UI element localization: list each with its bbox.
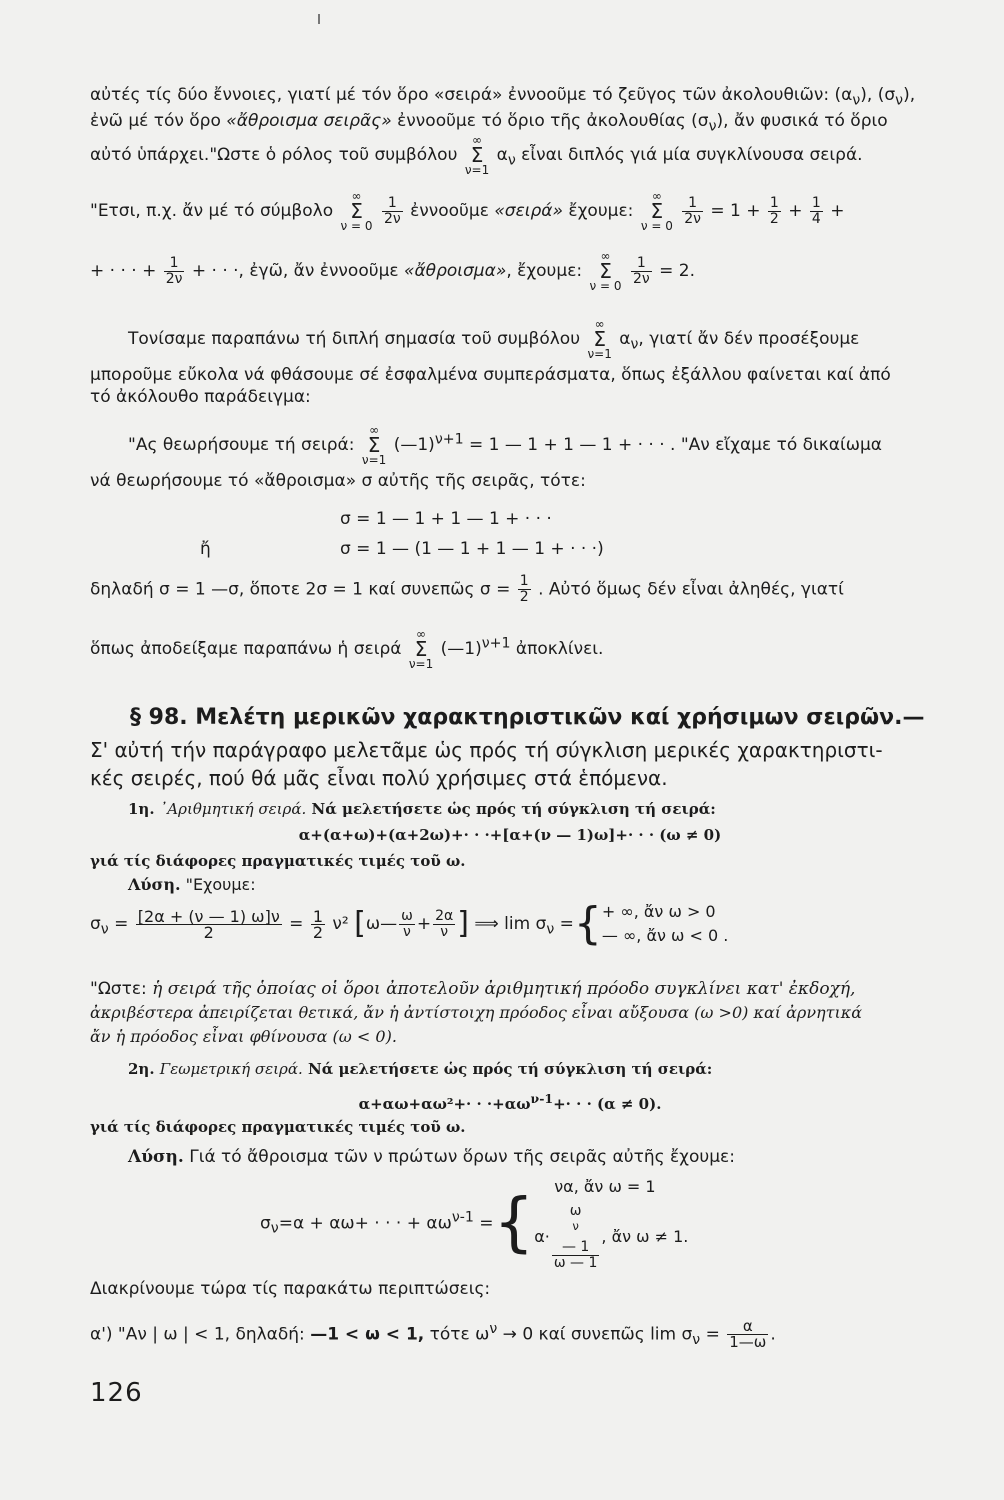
text-line: Σ' αὐτή τήν παράγραφο μελετᾶμε ὡς πρός τή σύγκλιση μερικές χαρακτηριστι- bbox=[90, 738, 883, 762]
text: αὐτές τίς δύο ἔννοιες, γιατί μέ τόν ὅρο «σειρά» ἐννοοῦμε τό ζεῦγος τῶν ἀκολουθιῶν: (α bbox=[90, 85, 853, 105]
text-line: μποροῦμε εὔκολα νά φθάσουμε σέ ἐσφαλμένα συμπεράσματα, ὅπως ἐξάλλου φαίνεται καί ἀπό bbox=[90, 365, 891, 385]
sum-symbol: ∞ Σ ν=1 bbox=[361, 423, 387, 467]
text: αὐτό ὑπάρχει."Ωστε ὁ ρόλος τοῦ συμβόλου bbox=[90, 145, 458, 165]
text-line: "Ωστε: ἡ σειρά τῆς ὁποίας οἱ ὅροι ἀποτελοῦν ἀριθμητική πρόοδο συγκλίνει κατ' ἐκδοχή, bbox=[90, 979, 856, 999]
text: (—1) bbox=[440, 639, 482, 659]
text: ἀποκλίνει. bbox=[510, 639, 604, 659]
sub: ν bbox=[895, 92, 904, 109]
problem-title: 1η. ᾿Αριθμητική σειρά. Νά μελετήσετε ὡς πρός τή σύγκλιση τή σειρά: bbox=[128, 800, 716, 818]
fraction: $\frac{1}{2}$ bbox=[769, 194, 779, 227]
text: α bbox=[496, 145, 508, 165]
fraction: $\frac{1}{2\nu}$ bbox=[165, 254, 183, 287]
text-line bbox=[90, 318, 950, 360]
text: "Ετσι, π.χ. ἄν μέ τό σύμβολο bbox=[90, 201, 334, 221]
sub: ν bbox=[507, 152, 516, 169]
text: ), (σ bbox=[860, 85, 896, 105]
series-formula: $\alpha+\alpha\omega+\alpha\omega^2+\cdot \cdot \cdot+\alpha\omega^{\nu-1}+\cdot$ · · (α ≠ 0). bbox=[358, 1091, 662, 1113]
text: ἐννοοῦμε τό ὅριο τῆς ἀκολουθίας (σ bbox=[391, 111, 709, 131]
sub: ν bbox=[708, 118, 717, 135]
text: , ἔχουμε: bbox=[506, 261, 583, 281]
sum-symbol: ∞ Σ ν = 0 bbox=[589, 249, 622, 293]
text-line bbox=[90, 250, 950, 292]
text-line bbox=[90, 190, 950, 232]
equation: $\sigma_\nu=\alpha + \alpha\omega+$ · · · + $\alpha\omega^{\nu-1}$ ={ να, ἄν ω = 1 α· ω $^\nu$ — 1 ω — 1 , ἄν ω ≠ 1. bbox=[260, 1177, 689, 1271]
text: + bbox=[788, 201, 803, 221]
text: , γιατί ἄν δέν προσέξουμε bbox=[638, 329, 860, 349]
text-line: α') "Αν | ω | < 1, δηλαδή: —1 < ω < 1, τότε $\omega^\nu \to 0$ καί συνεπῶς $\lim \sigma_\nu$ = $\frac{\alpha}{1—\omega}$ . bbox=[90, 1317, 776, 1352]
text: ἤ bbox=[200, 539, 211, 559]
text: = 1 — 1 + 1 — 1 + · · · . "Αν εἴχαμε τό δικαίωμα bbox=[463, 435, 883, 455]
text-line bbox=[90, 574, 950, 605]
text: ἐνῶ μέ τόν ὅρο bbox=[90, 111, 227, 131]
text: ἐννοοῦμε bbox=[410, 201, 495, 221]
text: (—1) bbox=[393, 435, 435, 455]
problem-title: 2η. Γεωμετρική σειρά. Νά μελετήσετε ὡς πρός τή σύγκλιση τή σειρά: bbox=[128, 1060, 713, 1078]
text-line: γιά τίς διάφορες πραγματικές τιμές τοῦ ω. bbox=[90, 1118, 466, 1136]
text-line: κές σειρές, πού θά μᾶς εἶναι πολύ χρήσιμες στά ἑπόμενα. bbox=[90, 766, 668, 790]
text: . Αὐτό ὅμως δέν εἶναι ἀληθές, γιατί bbox=[538, 579, 844, 600]
text-line: ἄν ἡ πρόοδος εἶναι φθίνουσα (ω < 0). bbox=[90, 1027, 397, 1046]
text: ), ἄν φυσικά τό ὅριο bbox=[716, 111, 888, 131]
sub: ν bbox=[630, 336, 639, 353]
text-line: σ = 1 — 1 + 1 — 1 + · · · bbox=[340, 509, 552, 529]
text-line: Λύση. Γιά τό ἄθροισμα τῶν ν πρώτων ὅρων τῆς σειρᾶς αὐτῆς ἔχουμε: bbox=[128, 1147, 735, 1167]
sub: ν bbox=[852, 92, 861, 109]
text: εἶναι διπλός γιά μία συγκλίνουσα σειρά. bbox=[515, 145, 863, 165]
text: «ἄθροισμα» bbox=[403, 261, 507, 281]
text: α bbox=[619, 329, 631, 349]
text-line: τό ἀκόλουθο παράδειγμα: bbox=[90, 387, 311, 407]
text-line: νά θεωρήσουμε τό «ἄθροισμα» σ αὐτῆς τῆς σειρᾶς, τότε: bbox=[90, 471, 586, 491]
fraction: $\frac{1}{2}$ bbox=[519, 573, 529, 605]
text-line: Διακρίνουμε τώρα τίς παρακάτω περιπτώσεις: bbox=[90, 1279, 491, 1299]
series-formula: α+(α+ω)+(α+2ω)+· · ·+[α+(ν — 1)ω]+· · · (ω ≠ 0) bbox=[298, 826, 722, 844]
sup: ν+1 bbox=[481, 635, 511, 652]
text: ), bbox=[903, 85, 916, 105]
text: Τονίσαμε παραπάνω τή διπλή σημασία τοῦ συμβόλου bbox=[128, 329, 581, 349]
fraction: $\frac{1}{2\nu}$ bbox=[684, 194, 701, 227]
sum-symbol: ∞ Σ ν = 0 bbox=[640, 189, 673, 233]
text-line: ἀκριβέστερα ἀπειρίζεται θετικά, ἄν ἡ ἀντίστοιχη πρόοδος εἶναι αὔξουσα (ω >0) καί ἀρνητικά bbox=[90, 1003, 863, 1022]
text-line bbox=[90, 538, 950, 560]
text-line bbox=[90, 628, 950, 670]
sum-symbol: ∞ Σ ν = 0 bbox=[340, 189, 373, 233]
fraction: $\frac{1}{2\nu}$ bbox=[632, 254, 650, 287]
solution-label: Λύση. "Εχουμε: bbox=[128, 875, 256, 894]
text: ἔχουμε: bbox=[563, 201, 634, 221]
scan-mark bbox=[318, 14, 320, 24]
sum-symbol: ∞ Σ ν=1 bbox=[587, 317, 612, 361]
text: σ = 1 — (1 — 1 + 1 — 1 + · · ·) bbox=[340, 539, 604, 559]
sum-symbol: ∞ Σ ν=1 bbox=[408, 627, 434, 671]
sup: ν+1 bbox=[434, 431, 464, 448]
text: + · · · + bbox=[90, 261, 157, 281]
text: «σειρά» bbox=[494, 201, 564, 221]
equation: $\sigma_\nu$ = $\frac{[2\alpha + (\nu — 1) \omega]\nu}{2}$ = $\frac{1}{2}$ ν² [ω— $\frac{\omega}{\nu}$ + $\frac{2\alpha}{\nu}$ ] ⟹ $\lim \sigma_\nu$ ={ + ∞, ἄν ω > 0 — ∞, ἄν ω < 0 . bbox=[90, 898, 729, 949]
text-line: γιά τίς διάφορες πραγματικές τιμές τοῦ ω. bbox=[90, 852, 466, 870]
sum-symbol: ∞ Σ ν=1 bbox=[464, 133, 490, 177]
text: ὅπως ἀποδείξαμε παραπάνω ἡ σειρά bbox=[90, 639, 402, 659]
text: + bbox=[830, 201, 845, 221]
section-heading: § 98. Μελέτη μερικῶν χαρακτηριστικῶν καί χρήσιμων σειρῶν.— bbox=[130, 705, 925, 730]
text-line bbox=[90, 84, 950, 111]
text: δηλαδή σ = 1 —σ, ὅποτε 2σ = 1 καί συνεπῶς σ = bbox=[90, 579, 511, 600]
text: «ἄθροισμα σειρᾶς» bbox=[226, 111, 392, 131]
text: = 1 + bbox=[710, 201, 761, 221]
text-line bbox=[90, 424, 950, 466]
text: + · · ·, ἐγῶ, ἄν ἐννοοῦμε bbox=[191, 261, 404, 281]
fraction: $\frac{1}{4}$ bbox=[811, 194, 821, 227]
text: "Ας θεωρήσουμε τή σειρά: bbox=[128, 435, 355, 455]
text: = 2. bbox=[659, 261, 695, 281]
text-line bbox=[90, 134, 950, 176]
page-number: 126 bbox=[90, 1378, 143, 1408]
fraction: $\frac{1}{2\nu}$ bbox=[383, 194, 401, 227]
